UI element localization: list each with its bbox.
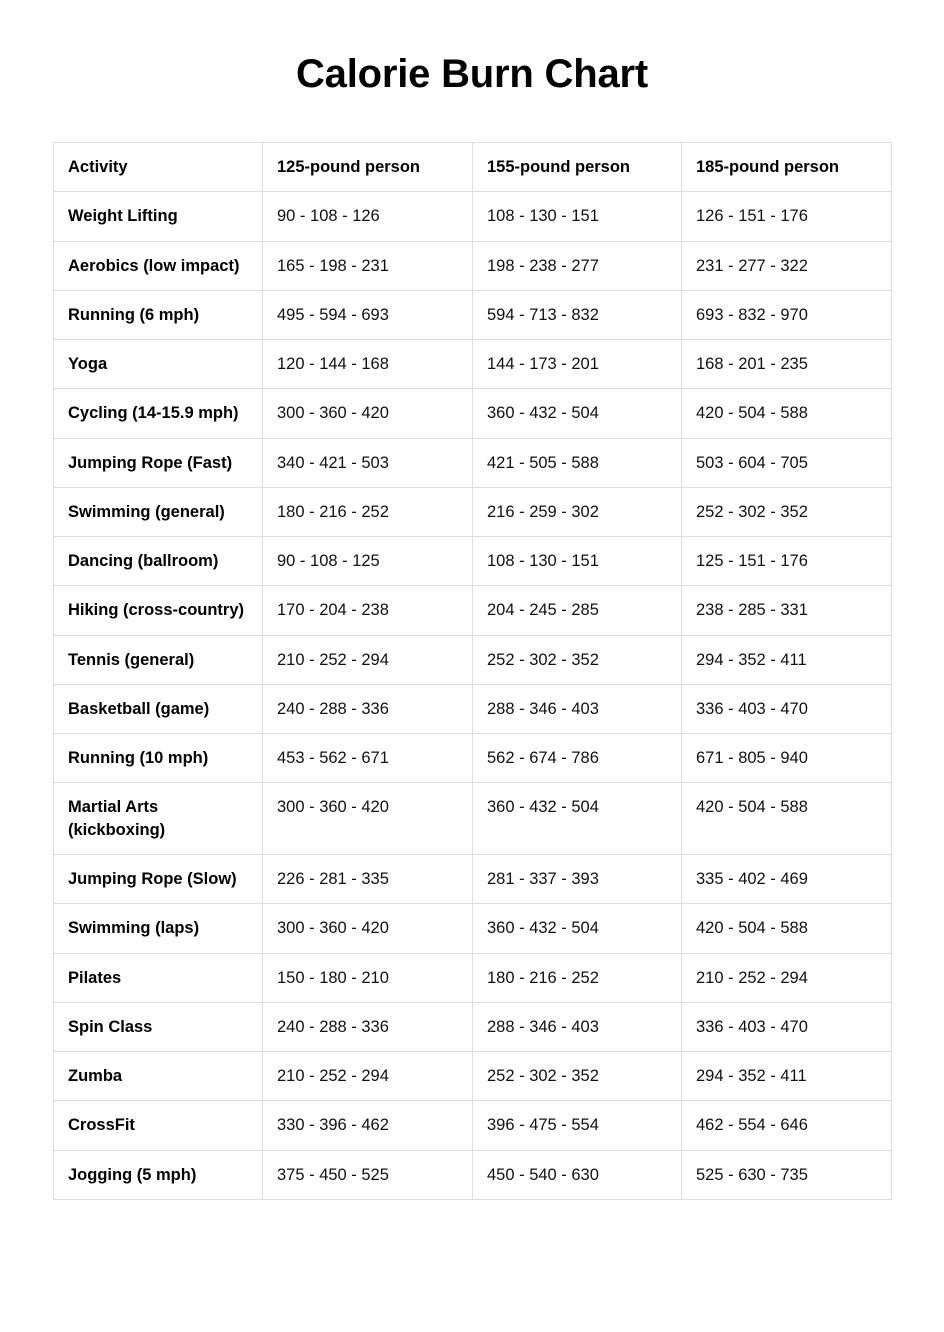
- calories-125-pound: 120 - 144 - 168: [263, 340, 473, 389]
- calories-185-pound: 238 - 285 - 331: [682, 586, 892, 635]
- table-row: [54, 290, 892, 339]
- calories-125-pound: 226 - 281 - 335: [263, 854, 473, 903]
- calories-155-pound: 216 - 259 - 302: [473, 487, 682, 536]
- table-row: [54, 953, 892, 1002]
- activity-label: Aerobics (low impact): [54, 241, 263, 290]
- table-row: [54, 635, 892, 684]
- calories-185-pound: 168 - 201 - 235: [682, 340, 892, 389]
- calories-125-pound: 240 - 288 - 336: [263, 1002, 473, 1051]
- calories-185-pound: 126 - 151 - 176: [682, 192, 892, 241]
- table-header: [54, 143, 892, 192]
- activity-label: Dancing (ballroom): [54, 537, 263, 586]
- calories-155-pound: 562 - 674 - 786: [473, 734, 682, 783]
- table-row: [54, 487, 892, 536]
- calories-125-pound: 340 - 421 - 503: [263, 438, 473, 487]
- calories-155-pound: 180 - 216 - 252: [473, 953, 682, 1002]
- calories-185-pound: 420 - 504 - 588: [682, 783, 892, 855]
- activity-label: Yoga: [54, 340, 263, 389]
- table-row: [54, 192, 892, 241]
- calories-185-pound: 335 - 402 - 469: [682, 854, 892, 903]
- table-row: [54, 586, 892, 635]
- activity-label: Martial Arts (kickboxing): [54, 783, 263, 855]
- calories-155-pound: 594 - 713 - 832: [473, 290, 682, 339]
- activity-label: Weight Lifting: [54, 192, 263, 241]
- table-header-row: [54, 143, 892, 192]
- calories-125-pound: 300 - 360 - 420: [263, 783, 473, 855]
- activity-label: Zumba: [54, 1052, 263, 1101]
- calories-185-pound: 420 - 504 - 588: [682, 389, 892, 438]
- table-container: [53, 96, 891, 1200]
- calories-185-pound: 294 - 352 - 411: [682, 635, 892, 684]
- calories-125-pound: 210 - 252 - 294: [263, 1052, 473, 1101]
- calories-125-pound: 90 - 108 - 126: [263, 192, 473, 241]
- calories-185-pound: 671 - 805 - 940: [682, 734, 892, 783]
- activity-label: Jumping Rope (Fast): [54, 438, 263, 487]
- calories-185-pound: 125 - 151 - 176: [682, 537, 892, 586]
- calories-155-pound: 198 - 238 - 277: [473, 241, 682, 290]
- calories-125-pound: 300 - 360 - 420: [263, 389, 473, 438]
- calories-185-pound: 503 - 604 - 705: [682, 438, 892, 487]
- activity-label: Spin Class: [54, 1002, 263, 1051]
- calories-155-pound: 360 - 432 - 504: [473, 783, 682, 855]
- calories-155-pound: 288 - 346 - 403: [473, 684, 682, 733]
- calories-155-pound: 360 - 432 - 504: [473, 389, 682, 438]
- calories-125-pound: 495 - 594 - 693: [263, 290, 473, 339]
- calories-125-pound: 453 - 562 - 671: [263, 734, 473, 783]
- activity-label: Jumping Rope (Slow): [54, 854, 263, 903]
- table-row: [54, 1002, 892, 1051]
- activity-label: Swimming (general): [54, 487, 263, 536]
- calories-125-pound: 150 - 180 - 210: [263, 953, 473, 1002]
- calories-155-pound: 421 - 505 - 588: [473, 438, 682, 487]
- calories-155-pound: 360 - 432 - 504: [473, 904, 682, 953]
- calories-155-pound: 252 - 302 - 352: [473, 1052, 682, 1101]
- calories-185-pound: 336 - 403 - 470: [682, 684, 892, 733]
- table-row: [54, 1052, 892, 1101]
- table-row: [54, 904, 892, 953]
- calories-155-pound: 450 - 540 - 630: [473, 1150, 682, 1199]
- calories-125-pound: 180 - 216 - 252: [263, 487, 473, 536]
- calories-185-pound: 231 - 277 - 322: [682, 241, 892, 290]
- calories-155-pound: 204 - 245 - 285: [473, 586, 682, 635]
- calories-125-pound: 240 - 288 - 336: [263, 684, 473, 733]
- table-row: [54, 854, 892, 903]
- table-row: [54, 537, 892, 586]
- calories-185-pound: 252 - 302 - 352: [682, 487, 892, 536]
- table-row: [54, 1101, 892, 1150]
- activity-label: Jogging (5 mph): [54, 1150, 263, 1199]
- calories-155-pound: 144 - 173 - 201: [473, 340, 682, 389]
- column-header-125-pound: 125-pound person: [263, 143, 473, 192]
- calories-125-pound: 170 - 204 - 238: [263, 586, 473, 635]
- calories-185-pound: 693 - 832 - 970: [682, 290, 892, 339]
- activity-label: Running (10 mph): [54, 734, 263, 783]
- table-row: [54, 340, 892, 389]
- calories-125-pound: 375 - 450 - 525: [263, 1150, 473, 1199]
- calories-185-pound: 336 - 403 - 470: [682, 1002, 892, 1051]
- table-row: [54, 783, 892, 855]
- activity-label: Cycling (14-15.9 mph): [54, 389, 263, 438]
- table-row: [54, 734, 892, 783]
- calories-155-pound: 108 - 130 - 151: [473, 537, 682, 586]
- activity-label: Running (6 mph): [54, 290, 263, 339]
- calories-125-pound: 90 - 108 - 125: [263, 537, 473, 586]
- calories-185-pound: 525 - 630 - 735: [682, 1150, 892, 1199]
- calories-125-pound: 330 - 396 - 462: [263, 1101, 473, 1150]
- column-header-155-pound: 155-pound person: [473, 143, 682, 192]
- activity-label: CrossFit: [54, 1101, 263, 1150]
- calories-155-pound: 396 - 475 - 554: [473, 1101, 682, 1150]
- calories-125-pound: 300 - 360 - 420: [263, 904, 473, 953]
- calories-125-pound: 165 - 198 - 231: [263, 241, 473, 290]
- table-row: [54, 1150, 892, 1199]
- column-header-185-pound: 185-pound person: [682, 143, 892, 192]
- column-header-activity: Activity: [54, 143, 263, 192]
- activity-label: Basketball (game): [54, 684, 263, 733]
- table-row: [54, 438, 892, 487]
- calories-155-pound: 281 - 337 - 393: [473, 854, 682, 903]
- table-row: [54, 389, 892, 438]
- calories-185-pound: 210 - 252 - 294: [682, 953, 892, 1002]
- activity-label: Pilates: [54, 953, 263, 1002]
- activity-label: Hiking (cross-country): [54, 586, 263, 635]
- activity-label: Tennis (general): [54, 635, 263, 684]
- page-title: Calorie Burn Chart: [295, 52, 648, 96]
- activity-label: Swimming (laps): [54, 904, 263, 953]
- table-body: [54, 192, 892, 1200]
- calorie-burn-table: [53, 142, 892, 1200]
- table-row: [54, 241, 892, 290]
- calories-125-pound: 210 - 252 - 294: [263, 635, 473, 684]
- calories-155-pound: 108 - 130 - 151: [473, 192, 682, 241]
- calories-155-pound: 288 - 346 - 403: [473, 1002, 682, 1051]
- calories-155-pound: 252 - 302 - 352: [473, 635, 682, 684]
- table-row: [54, 684, 892, 733]
- calories-185-pound: 462 - 554 - 646: [682, 1101, 892, 1150]
- calories-185-pound: 294 - 352 - 411: [682, 1052, 892, 1101]
- calories-185-pound: 420 - 504 - 588: [682, 904, 892, 953]
